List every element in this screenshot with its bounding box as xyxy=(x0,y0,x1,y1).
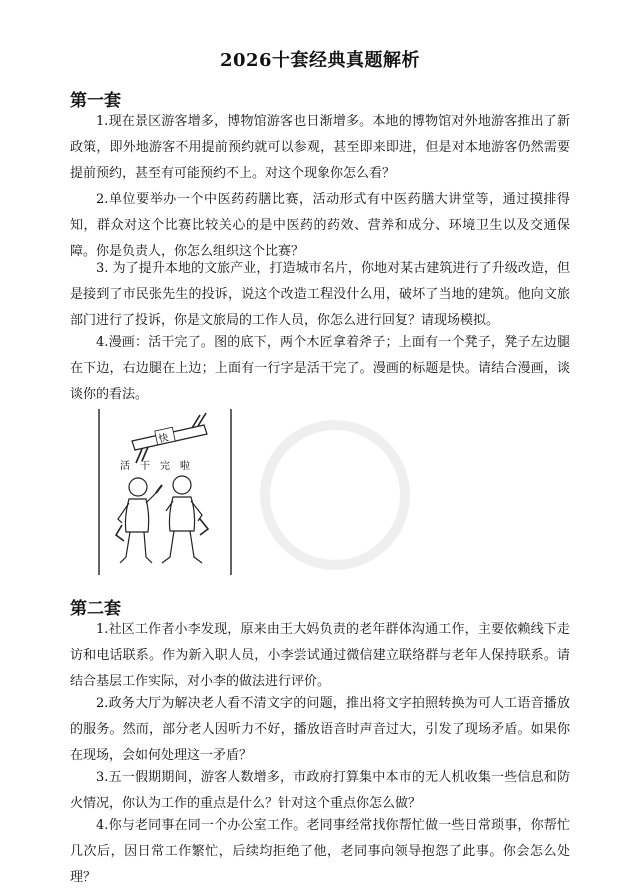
carpenter-right-drawing xyxy=(162,476,208,563)
question-2-4: 4.你与老同事在同一个办公室工作。老同事经常找你帮忙做一些日常琐事，你帮忙几次后，因日常工作繁忙，后续均拒绝了他，老同事向领导抱怨了此事。你会怎么处理？ xyxy=(70,818,570,885)
cartoon-title-text: 快 xyxy=(157,432,170,446)
section-heading-1: 第一套 xyxy=(70,91,121,111)
cartoon-illustration xyxy=(96,407,234,577)
question-2-2: 2.政务大厅为解决老人看不清文字的问题，推出将文字拍照转换为可人工语音播放的服务。然而，部分老人因听力不好，播放语音时声音过大，引发了现场矛盾。如果你在现场，会如何处理这一矛盾？ xyxy=(70,696,570,763)
question-1-4: 4.漫画：活干完了。图的底下，两个木匠拿着斧子；上面有一个凳子，凳子左边腿在下边，右边腿在上边；上面有一行字是活干完了。漫画的标题是快。请结合漫画，谈谈你的看法。 xyxy=(70,335,570,402)
stool-drawing xyxy=(132,413,207,463)
question-2-1: 1.社区工作者小李发现，原来由王大妈负责的老年群体沟通工作，主要依赖线下走访和电话联系。作为新入职人员，小李尝试通过微信建立联络群与老年人保持联系。请结合基层工作实际，对小李的做法进行评价。 xyxy=(70,622,570,689)
question-1-2: 2.单位要举办一个中医药药膳比赛，活动形式有中医药膳大讲堂等，通过摸排得知，群众对这个比赛比较关心的是中医药的药效、营养和成分、环境卫生以及交通保障。你是负责人，你怎么组织这个比赛？ xyxy=(70,192,570,259)
watermark-mark xyxy=(250,400,420,590)
carpenter-left-drawing xyxy=(116,478,162,563)
question-1-1: 1.现在景区游客增多，博物馆游客也日渐增多。本地的博物馆对外地游客推出了新政策，即外地游客不用提前预约就可以参观，甚至即来即进，但是对本地游客仍然需要提前预约，甚至有可能预约不上。对这个现象你怎么看？ xyxy=(70,114,570,181)
section-heading-2: 第二套 xyxy=(70,599,121,619)
cartoon-caption-text: 活干完啦 xyxy=(120,461,200,472)
question-1-3: 3. 为了提升本地的文旅产业，打造城市名片，你地对某古建筑进行了升级改造，但是接到了市民张先生的投诉，说这个改造工程没什么用，破坏了当地的建筑。他向文旅部门进行了投诉，你是文旅局的工作人员，你怎么进行回复？请现场模拟。 xyxy=(70,261,570,328)
document-title: 2026十套经典真题解析 xyxy=(219,50,421,71)
question-2-3: 3.五一假期期间，游客人数增多，市政府打算集中本市的无人机收集一些信息和防火情况，你认为工作的重点是什么？针对这个重点你怎么做？ xyxy=(70,770,570,811)
